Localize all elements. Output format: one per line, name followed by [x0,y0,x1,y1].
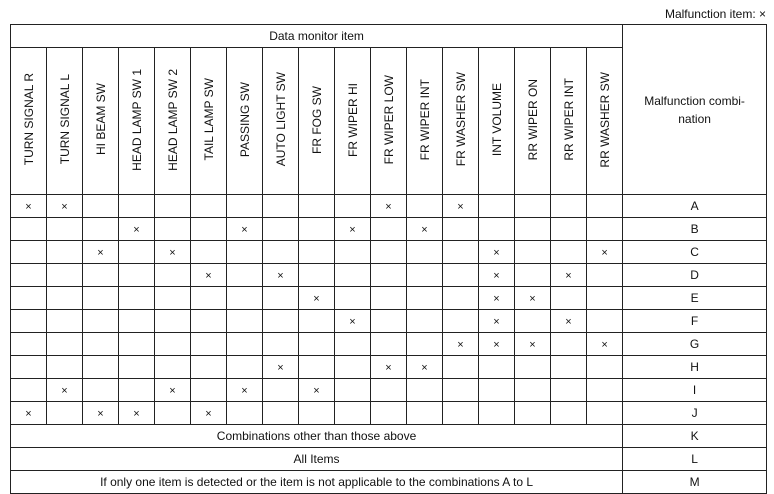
table-cell [515,379,551,402]
table-cell [479,195,515,218]
table-cell [47,218,83,241]
malfunction-mark: × [385,201,392,213]
table-cell [191,402,227,425]
combination-code: A [623,195,767,218]
table-cell [335,195,371,218]
table-cell [191,195,227,218]
column-header-label: RR WIPER ON [525,78,540,161]
data-monitor-item-header: Data monitor item [11,25,623,48]
table-cell [479,241,515,264]
table-cell [227,379,263,402]
table-cell [551,287,587,310]
table-cell [407,402,443,425]
table-cell [47,402,83,425]
table-cell [263,264,299,287]
table-cell [119,241,155,264]
table-cell [587,195,623,218]
column-header [119,48,155,195]
table-cell [299,287,335,310]
table-cell [83,402,119,425]
summary-text: Combinations other than those above [11,425,623,448]
malfunction-mark: × [529,293,536,305]
table-cell [587,310,623,333]
column-header-label: PASSING SW [237,81,252,158]
table-cell [515,402,551,425]
table-row [11,402,767,425]
table-cell [11,241,47,264]
table-cell [47,379,83,402]
column-header-label: HEAD LAMP SW 1 [129,68,144,171]
combination-code: G [623,333,767,356]
table-cell [83,241,119,264]
summary-text: If only one item is detected or the item is not applicable to the combinations A to L [11,471,623,494]
table-cell [11,264,47,287]
table-cell [83,218,119,241]
column-header [155,48,191,195]
table-cell [551,402,587,425]
table-cell [119,356,155,379]
table-cell [407,287,443,310]
table-cell [515,356,551,379]
table-cell [263,402,299,425]
malfunction-mark: × [493,316,500,328]
table-row [11,379,767,402]
table-cell [47,287,83,310]
table-cell [155,379,191,402]
table-cell [119,402,155,425]
table-cell [299,379,335,402]
table-cell [371,264,407,287]
table-cell [191,218,227,241]
table-cell [443,264,479,287]
table-row [11,264,767,287]
table-cell [587,218,623,241]
table-cell [263,218,299,241]
column-header-label: RR WASHER SW [597,71,612,168]
table-cell [227,402,263,425]
column-header-label: FR FOG SW [309,85,324,154]
table-cell [443,218,479,241]
table-cell [263,333,299,356]
table-cell [515,264,551,287]
table-cell [551,218,587,241]
summary-row [11,471,767,494]
column-header-label: HI BEAM SW [93,83,108,156]
malfunction-mark: × [133,408,140,420]
column-header-label: FR WIPER INT [417,78,432,161]
table-cell [479,356,515,379]
table-cell [551,195,587,218]
table-cell [371,402,407,425]
table-row [11,333,767,356]
combination-code: C [623,241,767,264]
table-cell [11,218,47,241]
table-cell [263,379,299,402]
column-header [551,48,587,195]
table-cell [263,241,299,264]
table-cell [515,218,551,241]
table-cell [551,379,587,402]
malfunction-mark: × [97,408,104,420]
table-cell [119,287,155,310]
column-header [47,48,83,195]
column-header-label: FR WASHER SW [453,72,468,167]
table-cell [11,287,47,310]
table-cell [191,264,227,287]
table-cell [299,333,335,356]
column-header-label: FR WIPER HI [345,82,360,157]
table-cell [299,218,335,241]
table-cell [515,241,551,264]
table-cell [407,264,443,287]
table-row [11,195,767,218]
table-cell [155,195,191,218]
malfunction-combination-header [623,25,767,195]
malfunction-mark: × [169,385,176,397]
column-header-label: FR WIPER LOW [381,74,396,165]
table-cell [191,356,227,379]
table-cell [47,333,83,356]
table-cell [83,333,119,356]
column-header [263,48,299,195]
table-cell [551,241,587,264]
malfunction-mark: × [493,270,500,282]
malfunction-mark: × [493,293,500,305]
table-cell [155,241,191,264]
combination-code: F [623,310,767,333]
table-cell [587,379,623,402]
column-header [83,48,119,195]
table-cell [83,195,119,218]
malfunction-mark: × [241,385,248,397]
column-header-label: TURN SIGNAL R [21,73,36,166]
table-cell [371,356,407,379]
table-cell [83,287,119,310]
summary-row [11,448,767,471]
malfunction-mark: × [493,247,500,259]
table-cell [155,310,191,333]
table-cell [443,195,479,218]
table-cell [299,310,335,333]
malfunction-mark: × [25,408,32,420]
combination-code: D [623,264,767,287]
malfunction-mark: × [241,224,248,236]
malfunction-mark: × [421,224,428,236]
table-cell [479,310,515,333]
malfunction-mark: × [565,316,572,328]
table-cell [155,218,191,241]
table-cell [515,287,551,310]
table-cell [407,333,443,356]
malfunction-mark: × [385,362,392,374]
table-cell [479,218,515,241]
combination-label-line1: Malfunction combi- [644,93,745,108]
table-cell [443,333,479,356]
table-cell [371,218,407,241]
combination-code: L [623,448,767,471]
table-cell [443,287,479,310]
table-row [11,218,767,241]
table-cell [335,241,371,264]
table-cell [299,195,335,218]
malfunction-mark: × [349,316,356,328]
table-cell [119,218,155,241]
table-cell [479,402,515,425]
table-cell [299,356,335,379]
table-cell [479,333,515,356]
table-cell [11,356,47,379]
table-cell [335,287,371,310]
table-cell [227,264,263,287]
table-cell [299,264,335,287]
table-cell [407,195,443,218]
combination-code: K [623,425,767,448]
table-cell [551,310,587,333]
table-cell [155,333,191,356]
column-header-label: TAIL LAMP SW [201,78,216,161]
table-cell [119,195,155,218]
table-cell [587,356,623,379]
table-cell [83,264,119,287]
column-header-label: HEAD LAMP SW 2 [165,68,180,171]
table-cell [227,241,263,264]
table-cell [443,310,479,333]
table-cell [407,379,443,402]
table-cell [47,241,83,264]
malfunction-mark: × [97,247,104,259]
table-cell [227,195,263,218]
column-header-label: AUTO LIGHT SW [273,72,288,167]
table-cell [371,241,407,264]
table-cell [227,218,263,241]
table-cell [119,379,155,402]
table-cell [11,379,47,402]
table-cell [551,264,587,287]
table-cell [443,379,479,402]
malfunction-mark: × [601,339,608,351]
table-cell [335,264,371,287]
table-cell [155,402,191,425]
column-header [299,48,335,195]
table-row [11,287,767,310]
column-header [587,48,623,195]
table-cell [515,195,551,218]
malfunction-mark: × [169,247,176,259]
table-cell [191,287,227,310]
column-header [479,48,515,195]
malfunction-mark: × [421,362,428,374]
table-cell [371,195,407,218]
table-cell [551,333,587,356]
table-cell [587,287,623,310]
malfunction-mark: × [205,408,212,420]
malfunction-mark: × [457,339,464,351]
malfunction-mark: × [61,201,68,213]
table-row [11,356,767,379]
table-cell [335,356,371,379]
column-header [407,48,443,195]
malfunction-mark: × [133,224,140,236]
malfunction-mark: × [349,224,356,236]
malfunction-mark: × [313,385,320,397]
table-cell [119,333,155,356]
table-cell [371,310,407,333]
table-cell [587,402,623,425]
table-cell [335,310,371,333]
table-cell [335,379,371,402]
malfunction-combination-table [10,24,767,494]
malfunction-mark: × [61,385,68,397]
table-cell [119,310,155,333]
column-header-label: INT VOLUME [489,82,504,157]
table-cell [263,310,299,333]
table-cell [227,356,263,379]
table-cell [11,310,47,333]
table-cell [155,356,191,379]
table-cell [515,310,551,333]
table-cell [371,333,407,356]
table-cell [227,310,263,333]
table-cell [587,333,623,356]
table-cell [335,218,371,241]
table-cell [299,402,335,425]
table-cell [407,241,443,264]
table-cell [479,287,515,310]
table-cell [587,241,623,264]
table-cell [407,310,443,333]
table-cell [191,310,227,333]
table-cell [371,379,407,402]
malfunction-mark: × [565,270,572,282]
table-cell [83,356,119,379]
table-cell [407,218,443,241]
malfunction-legend: Malfunction item: × [664,7,766,21]
malfunction-mark: × [205,270,212,282]
table-cell [83,379,119,402]
column-header [335,48,371,195]
table-cell [479,379,515,402]
column-header-label: TURN SIGNAL L [57,74,72,165]
table-cell [263,287,299,310]
table-cell [335,402,371,425]
malfunction-mark: × [25,201,32,213]
malfunction-mark: × [313,293,320,305]
table-cell [11,195,47,218]
summary-text: All Items [11,448,623,471]
malfunction-mark: × [457,201,464,213]
table-cell [47,310,83,333]
table-cell [551,356,587,379]
malfunction-mark: × [601,247,608,259]
table-cell [263,195,299,218]
malfunction-mark: × [277,362,284,374]
table-row [11,310,767,333]
column-header [443,48,479,195]
combination-label-line2: nation [678,111,711,126]
column-header [515,48,551,195]
table-cell [335,333,371,356]
table-cell [155,287,191,310]
malfunction-mark: × [493,339,500,351]
table-row [11,241,767,264]
combination-code: I [623,379,767,402]
combination-code: E [623,287,767,310]
table-cell [191,379,227,402]
table-cell [587,264,623,287]
table-cell [407,356,443,379]
table-cell [479,264,515,287]
malfunction-mark: × [277,270,284,282]
combination-code: M [623,471,767,494]
malfunction-mark: × [529,339,536,351]
column-header [11,48,47,195]
table-cell [191,333,227,356]
table-cell [191,241,227,264]
table-cell [155,264,191,287]
table-cell [443,241,479,264]
table-cell [371,287,407,310]
table-cell [47,264,83,287]
table-cell [299,241,335,264]
column-header [371,48,407,195]
table-cell [11,333,47,356]
table-cell [227,333,263,356]
combination-code: B [623,218,767,241]
table-cell [47,356,83,379]
table-cell [263,356,299,379]
summary-row [11,425,767,448]
combination-code: H [623,356,767,379]
column-header [191,48,227,195]
table-cell [443,402,479,425]
table-cell [515,333,551,356]
column-header [227,48,263,195]
table-cell [443,356,479,379]
table-cell [83,310,119,333]
column-header-label: RR WIPER INT [561,78,576,161]
table-cell [47,195,83,218]
combination-code: J [623,402,767,425]
table-cell [11,402,47,425]
table-cell [119,264,155,287]
table-cell [227,287,263,310]
